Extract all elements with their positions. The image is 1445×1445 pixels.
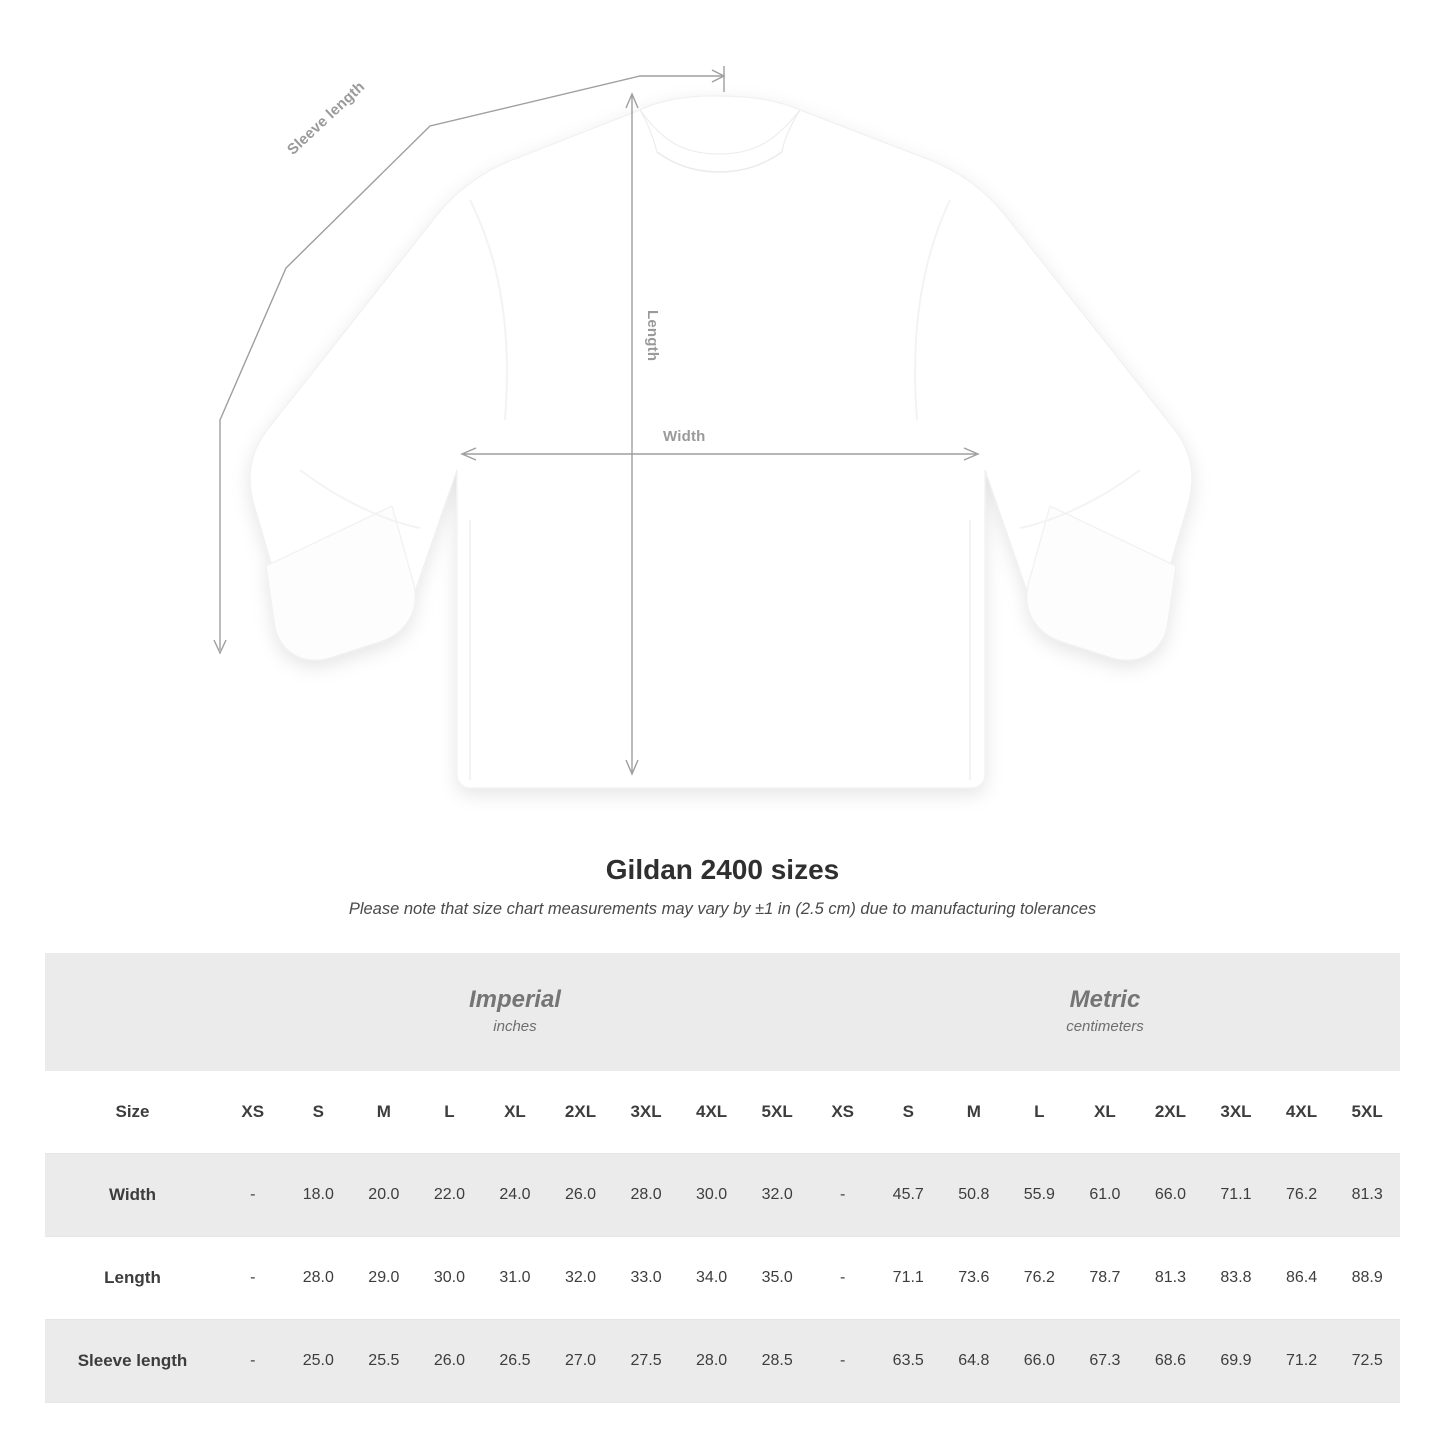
size-header-imperial-m: M <box>351 1071 417 1154</box>
size-header-imperial-l: L <box>417 1071 483 1154</box>
cell-imperial: 32.0 <box>548 1237 614 1320</box>
cell-metric: 71.1 <box>1203 1154 1269 1237</box>
unit-header-spacer <box>45 953 220 1071</box>
shirt-shape <box>250 96 1192 788</box>
row-label-length: Length <box>45 1237 220 1320</box>
cell-metric: 66.0 <box>1138 1154 1204 1237</box>
unit-group-metric <box>810 953 1400 1071</box>
cell-metric: 81.3 <box>1334 1154 1400 1237</box>
cell-metric: 45.7 <box>875 1154 941 1237</box>
unit-group-unit: centimeters <box>1066 1018 1144 1035</box>
row-label-width: Width <box>45 1154 220 1237</box>
cell-metric: - <box>810 1154 876 1237</box>
cell-imperial: - <box>220 1237 286 1320</box>
unit-group-imperial <box>220 953 810 1071</box>
cell-imperial: 20.0 <box>351 1154 417 1237</box>
size-chart-table <box>45 953 1400 1403</box>
cell-imperial: 25.0 <box>286 1320 352 1403</box>
size-header-imperial-s: S <box>286 1071 352 1154</box>
cell-metric: 50.8 <box>941 1154 1007 1237</box>
cell-imperial: 30.0 <box>679 1154 745 1237</box>
size-header-metric-3xl: 3XL <box>1203 1071 1269 1154</box>
size-header-metric-2xl: 2XL <box>1138 1071 1204 1154</box>
size-header-metric-5xl: 5XL <box>1334 1071 1400 1154</box>
cell-metric: 83.8 <box>1203 1237 1269 1320</box>
cell-imperial: 25.5 <box>351 1320 417 1403</box>
cell-metric: 55.9 <box>1007 1154 1073 1237</box>
size-header-cell: Size <box>45 1071 220 1154</box>
size-header-metric-m: M <box>941 1071 1007 1154</box>
size-header-metric-s: S <box>875 1071 941 1154</box>
cell-imperial: 28.0 <box>679 1320 745 1403</box>
cell-imperial: 32.0 <box>744 1154 810 1237</box>
cell-imperial: 28.0 <box>286 1237 352 1320</box>
cell-imperial: - <box>220 1320 286 1403</box>
cell-imperial: 18.0 <box>286 1154 352 1237</box>
unit-group-name: Imperial <box>468 986 561 1013</box>
cell-imperial: 31.0 <box>482 1237 548 1320</box>
size-header-imperial-xl: XL <box>482 1071 548 1154</box>
cell-metric: 61.0 <box>1072 1154 1138 1237</box>
cell-metric: 69.9 <box>1203 1320 1269 1403</box>
cell-imperial: 26.0 <box>548 1154 614 1237</box>
cell-metric: 68.6 <box>1138 1320 1204 1403</box>
cell-imperial: 22.0 <box>417 1154 483 1237</box>
size-chart-table-wrap <box>45 953 1400 1403</box>
size-header-metric-xl: XL <box>1072 1071 1138 1154</box>
cell-imperial: 27.0 <box>548 1320 614 1403</box>
row-label-sleeve-length: Sleeve length <box>45 1320 220 1403</box>
size-header-imperial-2xl: 2XL <box>548 1071 614 1154</box>
cell-metric: 64.8 <box>941 1320 1007 1403</box>
cell-metric: 67.3 <box>1072 1320 1138 1403</box>
unit-group-unit: inches <box>493 1018 537 1035</box>
cell-metric: 71.2 <box>1269 1320 1335 1403</box>
cell-imperial: - <box>220 1154 286 1237</box>
cell-imperial: 28.5 <box>744 1320 810 1403</box>
cell-imperial: 35.0 <box>744 1237 810 1320</box>
cell-imperial: 34.0 <box>679 1237 745 1320</box>
cell-imperial: 26.5 <box>482 1320 548 1403</box>
cell-metric: 76.2 <box>1269 1154 1335 1237</box>
size-header-imperial-5xl: 5XL <box>744 1071 810 1154</box>
cell-imperial: 33.0 <box>613 1237 679 1320</box>
unit-header-row <box>45 953 1400 1071</box>
width-label: Width <box>663 428 706 445</box>
cell-metric: 76.2 <box>1007 1237 1073 1320</box>
table-row <box>45 1154 1400 1237</box>
cell-metric: 73.6 <box>941 1237 1007 1320</box>
cell-metric: 63.5 <box>875 1320 941 1403</box>
cell-imperial: 27.5 <box>613 1320 679 1403</box>
size-header-metric-xs: XS <box>810 1071 876 1154</box>
cell-metric: 78.7 <box>1072 1237 1138 1320</box>
cell-imperial: 24.0 <box>482 1154 548 1237</box>
size-header-metric-4xl: 4XL <box>1269 1071 1335 1154</box>
cell-imperial: 28.0 <box>613 1154 679 1237</box>
cell-metric: 71.1 <box>875 1237 941 1320</box>
unit-group-name: Metric <box>1069 986 1141 1013</box>
table-row <box>45 1237 1400 1320</box>
size-header-row <box>45 1071 1400 1154</box>
page-title: Gildan 2400 sizes <box>605 854 840 885</box>
cell-metric: 72.5 <box>1334 1320 1400 1403</box>
cell-imperial: 26.0 <box>417 1320 483 1403</box>
size-header-imperial-xs: XS <box>220 1071 286 1154</box>
cell-metric: - <box>810 1237 876 1320</box>
cell-metric: - <box>810 1320 876 1403</box>
size-header-imperial-4xl: 4XL <box>679 1071 745 1154</box>
tolerance-note: Please note that size chart measurements may vary by ±1 in (2.5 cm) due to manufacturing tolerances <box>348 900 1097 918</box>
sleeve-length-label: Sleeve length <box>284 78 369 159</box>
cell-metric: 86.4 <box>1269 1237 1335 1320</box>
cell-metric: 81.3 <box>1138 1237 1204 1320</box>
cell-metric: 88.9 <box>1334 1237 1400 1320</box>
title-block <box>0 854 1445 919</box>
size-header-imperial-3xl: 3XL <box>613 1071 679 1154</box>
table-row <box>45 1320 1400 1403</box>
cell-imperial: 30.0 <box>417 1237 483 1320</box>
size-header-metric-l: L <box>1007 1071 1073 1154</box>
cell-metric: 66.0 <box>1007 1320 1073 1403</box>
length-label: Length <box>644 310 661 362</box>
cell-imperial: 29.0 <box>351 1237 417 1320</box>
